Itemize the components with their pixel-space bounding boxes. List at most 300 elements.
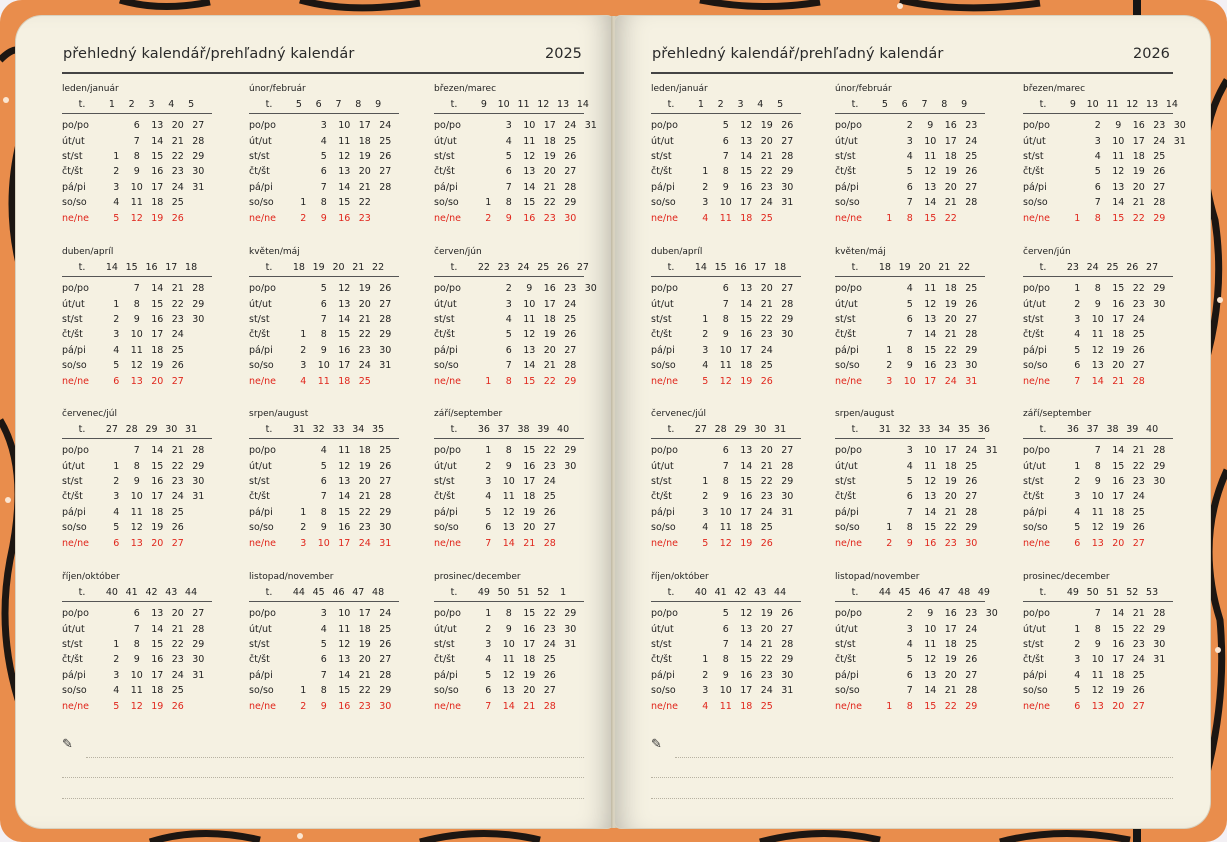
- date-cell: 24: [564, 298, 577, 310]
- date-cell: 2: [702, 491, 709, 503]
- date-cell: 21: [760, 638, 773, 650]
- day-label: po/po: [62, 120, 89, 132]
- date-cell: 29: [965, 700, 978, 712]
- weekday-row: [249, 520, 409, 535]
- date-cell: 4: [505, 135, 512, 147]
- date-cell: 4: [113, 685, 120, 697]
- day-label: po/po: [434, 120, 461, 132]
- day-label: út/ut: [1023, 298, 1046, 310]
- month-name: říjen/október: [651, 572, 709, 582]
- week-number: 6: [901, 98, 908, 110]
- pencil-icon: ✎: [62, 737, 73, 752]
- date-cell: 12: [338, 283, 351, 295]
- day-label: út/ut: [434, 298, 457, 310]
- date-cell: 12: [924, 166, 937, 178]
- week-number: 42: [734, 586, 747, 598]
- weekday-row: [1023, 458, 1183, 473]
- weekday-row: [249, 621, 409, 636]
- weekday-row: [835, 327, 995, 342]
- date-cell: 11: [130, 197, 143, 209]
- date-cell: 2: [702, 669, 709, 681]
- note-line[interactable]: [86, 757, 584, 758]
- date-cell: 10: [338, 608, 351, 620]
- week-number: 32: [312, 423, 325, 435]
- note-line[interactable]: [675, 757, 1173, 758]
- day-label: po/po: [1023, 283, 1050, 295]
- date-cell: 14: [1112, 445, 1125, 457]
- day-label: so/so: [835, 360, 860, 372]
- date-cell: 24: [1132, 491, 1145, 503]
- date-cell: 5: [1074, 685, 1081, 697]
- weekday-row: [835, 343, 995, 358]
- week-number: 44: [878, 586, 891, 598]
- week-label: t.: [265, 586, 273, 598]
- week-number: 1: [697, 98, 704, 110]
- week-label: t.: [78, 98, 86, 110]
- date-cell: 14: [338, 313, 351, 325]
- date-cell: 15: [924, 700, 937, 712]
- date-cell: 9: [505, 460, 512, 472]
- date-cell: 6: [722, 283, 729, 295]
- date-cell: 14: [924, 685, 937, 697]
- weekday-row: [62, 195, 222, 210]
- date-cell: 31: [985, 445, 998, 457]
- date-cell: 4: [702, 360, 709, 372]
- date-cell: 4: [485, 654, 492, 666]
- week-number: 9: [961, 98, 968, 110]
- date-cell: 19: [1112, 344, 1125, 356]
- weekday-row: [1023, 149, 1183, 164]
- date-cell: 15: [1112, 212, 1125, 224]
- day-label: čt/št: [651, 166, 672, 178]
- date-cell: 10: [523, 298, 536, 310]
- week-number: 28: [125, 423, 138, 435]
- date-cell: 26: [379, 638, 392, 650]
- week-divider: [835, 438, 985, 439]
- date-cell: 8: [1094, 283, 1101, 295]
- date-cell: 24: [944, 375, 957, 387]
- week-number: 33: [332, 423, 345, 435]
- date-cell: 27: [1132, 700, 1145, 712]
- date-cell: 13: [924, 669, 937, 681]
- day-label: so/so: [835, 685, 860, 697]
- day-label: út/ut: [651, 135, 674, 147]
- week-number: 24: [517, 261, 530, 273]
- date-cell: 26: [171, 700, 184, 712]
- weekday-row: [434, 520, 594, 535]
- date-cell: 18: [944, 150, 957, 162]
- weekday-row: [835, 443, 998, 458]
- week-number: 43: [165, 586, 178, 598]
- date-cell: 7: [1094, 608, 1101, 620]
- date-cell: 7: [320, 669, 327, 681]
- week-numbers-row: [1023, 97, 1183, 111]
- date-cell: 3: [505, 120, 512, 132]
- day-label: čt/št: [249, 654, 270, 666]
- date-cell: 5: [722, 608, 729, 620]
- day-label: st/st: [1023, 313, 1044, 325]
- date-cell: 14: [523, 181, 536, 193]
- day-label: čt/št: [434, 166, 455, 178]
- day-label: ne/ne: [1023, 537, 1050, 549]
- date-cell: 20: [543, 166, 556, 178]
- week-number: 35: [372, 423, 385, 435]
- date-cell: 1: [702, 654, 709, 666]
- date-cell: 23: [564, 283, 577, 295]
- day-label: so/so: [249, 197, 274, 209]
- week-number: 47: [938, 586, 951, 598]
- day-label: po/po: [62, 445, 89, 457]
- date-cell: 9: [505, 623, 512, 635]
- date-cell: 2: [886, 537, 893, 549]
- date-cell: 23: [1132, 638, 1145, 650]
- date-cell: 28: [192, 445, 205, 457]
- date-cell: 21: [944, 197, 957, 209]
- date-cell: 6: [906, 181, 913, 193]
- date-cell: 31: [379, 537, 392, 549]
- month-block: [651, 572, 811, 714]
- week-label: t.: [450, 98, 458, 110]
- week-divider: [835, 601, 985, 602]
- week-number: 34: [938, 423, 951, 435]
- date-cell: 1: [485, 445, 492, 457]
- day-label: út/ut: [249, 135, 272, 147]
- date-cell: 14: [740, 460, 753, 472]
- date-cell: 8: [722, 166, 729, 178]
- date-cell: 15: [924, 522, 937, 534]
- date-cell: 20: [760, 283, 773, 295]
- week-number: 45: [898, 586, 911, 598]
- date-cell: 17: [944, 135, 957, 147]
- week-number: 15: [714, 261, 727, 273]
- day-label: st/st: [835, 475, 856, 487]
- week-divider: [1023, 276, 1173, 277]
- month-block: [651, 247, 811, 389]
- day-label: čt/št: [1023, 491, 1044, 503]
- date-cell: 15: [740, 475, 753, 487]
- week-number: 40: [105, 586, 118, 598]
- date-cell: 7: [1074, 375, 1081, 387]
- date-cell: 14: [1112, 608, 1125, 620]
- page-right: [615, 16, 1210, 828]
- day-label: pá/pi: [651, 344, 675, 356]
- date-cell: 20: [523, 685, 536, 697]
- week-divider: [249, 113, 399, 114]
- day-label: so/so: [434, 360, 459, 372]
- date-cell: 8: [1094, 460, 1101, 472]
- date-cell: 1: [886, 700, 893, 712]
- weekday-row: [1023, 180, 1183, 195]
- date-cell: 10: [130, 491, 143, 503]
- month-block: [835, 409, 998, 551]
- date-cell: 7: [906, 685, 913, 697]
- date-cell: 26: [379, 150, 392, 162]
- day-label: po/po: [62, 283, 89, 295]
- date-cell: 31: [1153, 654, 1166, 666]
- date-cell: 30: [564, 623, 577, 635]
- week-divider: [434, 438, 584, 439]
- day-label: út/ut: [835, 135, 858, 147]
- weekday-row: [434, 281, 597, 296]
- date-cell: 25: [564, 135, 577, 147]
- date-cell: 29: [965, 522, 978, 534]
- date-cell: 28: [965, 506, 978, 518]
- date-cell: 20: [1112, 700, 1125, 712]
- date-cell: 28: [192, 135, 205, 147]
- note-line[interactable]: [651, 777, 1173, 778]
- date-cell: 29: [781, 313, 794, 325]
- date-cell: 8: [505, 445, 512, 457]
- date-cell: 14: [1091, 375, 1104, 387]
- sunday-row: [651, 210, 811, 225]
- date-cell: 19: [151, 700, 164, 712]
- date-cell: 10: [1091, 654, 1104, 666]
- month-block: [249, 572, 409, 714]
- date-cell: 20: [151, 375, 164, 387]
- date-cell: 27: [1132, 360, 1145, 372]
- note-line[interactable]: [651, 798, 1173, 799]
- date-cell: 23: [543, 460, 556, 472]
- week-number: 48: [958, 586, 971, 598]
- weekday-row: [835, 652, 995, 667]
- date-cell: 18: [740, 522, 753, 534]
- date-cell: 6: [485, 522, 492, 534]
- date-cell: 7: [133, 623, 140, 635]
- date-cell: 15: [1112, 623, 1125, 635]
- date-cell: 15: [523, 608, 536, 620]
- date-cell: 3: [113, 669, 120, 681]
- date-cell: 24: [760, 685, 773, 697]
- day-label: ne/ne: [249, 375, 276, 387]
- date-cell: 13: [1112, 181, 1125, 193]
- date-cell: 1: [300, 506, 307, 518]
- date-cell: 16: [740, 669, 753, 681]
- month-name: březen/marec: [1023, 84, 1086, 94]
- date-cell: 2: [906, 608, 913, 620]
- date-cell: 27: [965, 313, 978, 325]
- date-cell: 21: [760, 150, 773, 162]
- date-cell: 15: [1112, 283, 1125, 295]
- date-cell: 23: [944, 360, 957, 372]
- weekday-row: [434, 637, 594, 652]
- date-cell: 28: [781, 150, 794, 162]
- date-cell: 24: [358, 360, 371, 372]
- date-cell: 13: [1091, 700, 1104, 712]
- date-cell: 24: [965, 623, 978, 635]
- date-cell: 25: [1132, 329, 1145, 341]
- date-cell: 29: [1153, 460, 1166, 472]
- week-number: 39: [537, 423, 550, 435]
- week-label: t.: [851, 98, 859, 110]
- weekday-row: [835, 312, 995, 327]
- week-number: 21: [938, 261, 951, 273]
- day-label: so/so: [434, 197, 459, 209]
- date-cell: 6: [485, 685, 492, 697]
- date-cell: 25: [171, 344, 184, 356]
- weekday-row: [835, 281, 995, 296]
- week-number: 47: [352, 586, 365, 598]
- date-cell: 29: [781, 654, 794, 666]
- date-cell: 3: [300, 537, 307, 549]
- date-cell: 17: [338, 537, 351, 549]
- date-cell: 7: [1094, 445, 1101, 457]
- weekday-row: [651, 458, 811, 473]
- weekday-row: [62, 520, 222, 535]
- date-cell: 16: [924, 360, 937, 372]
- week-number: 14: [105, 261, 118, 273]
- date-cell: 11: [719, 360, 732, 372]
- date-cell: 24: [379, 608, 392, 620]
- week-number: 9: [1069, 98, 1076, 110]
- date-cell: 26: [171, 212, 184, 224]
- weekday-row: [1023, 489, 1183, 504]
- week-numbers-row: [434, 97, 594, 111]
- date-cell: 6: [113, 375, 120, 387]
- date-cell: 24: [760, 506, 773, 518]
- day-label: po/po: [434, 608, 461, 620]
- sunday-row: [434, 535, 594, 550]
- date-cell: 10: [317, 537, 330, 549]
- weekday-row: [434, 118, 597, 133]
- date-cell: 6: [133, 608, 140, 620]
- date-cell: 27: [379, 298, 392, 310]
- day-label: čt/št: [651, 654, 672, 666]
- date-cell: 22: [358, 685, 371, 697]
- date-cell: 23: [358, 522, 371, 534]
- day-label: út/ut: [835, 298, 858, 310]
- week-number: 12: [537, 98, 550, 110]
- date-cell: 20: [1112, 360, 1125, 372]
- date-cell: 11: [924, 460, 937, 472]
- month-name: duben/apríl: [62, 247, 114, 257]
- day-label: po/po: [835, 283, 862, 295]
- week-number: 38: [1106, 423, 1119, 435]
- date-cell: 18: [358, 135, 371, 147]
- date-cell: 12: [130, 522, 143, 534]
- date-cell: 20: [760, 623, 773, 635]
- day-label: pá/pi: [434, 506, 458, 518]
- date-cell: 5: [722, 120, 729, 132]
- week-label: t.: [78, 586, 86, 598]
- date-cell: 10: [719, 506, 732, 518]
- date-cell: 29: [781, 166, 794, 178]
- day-label: pá/pi: [434, 181, 458, 193]
- date-cell: 4: [320, 135, 327, 147]
- week-numbers-row: [1023, 260, 1183, 274]
- date-cell: 10: [924, 445, 937, 457]
- date-cell: 27: [781, 283, 794, 295]
- day-label: st/st: [651, 638, 672, 650]
- date-cell: 23: [760, 329, 773, 341]
- weekday-row: [1023, 358, 1183, 373]
- weekday-row: [651, 343, 811, 358]
- weekday-row: [1023, 312, 1183, 327]
- date-cell: 11: [1112, 150, 1125, 162]
- month-block: [651, 84, 811, 226]
- date-cell: 8: [133, 460, 140, 472]
- weekday-row: [62, 458, 222, 473]
- date-cell: 7: [133, 445, 140, 457]
- week-numbers-row: [249, 260, 409, 274]
- date-cell: 14: [151, 283, 164, 295]
- day-label: pá/pi: [651, 181, 675, 193]
- date-cell: 10: [130, 669, 143, 681]
- date-cell: 19: [358, 638, 371, 650]
- day-label: čt/št: [434, 329, 455, 341]
- week-numbers-row: [1023, 585, 1183, 599]
- date-cell: 30: [379, 344, 392, 356]
- weekday-row: [651, 118, 811, 133]
- date-cell: 27: [781, 445, 794, 457]
- date-cell: 24: [171, 329, 184, 341]
- date-cell: 24: [171, 491, 184, 503]
- date-cell: 10: [317, 360, 330, 372]
- day-label: čt/št: [651, 491, 672, 503]
- weekday-row: [249, 164, 409, 179]
- date-cell: 14: [151, 623, 164, 635]
- month-name: září/september: [434, 409, 503, 419]
- month-name: prosinec/december: [1023, 572, 1110, 582]
- date-cell: 7: [505, 181, 512, 193]
- date-cell: 18: [1112, 329, 1125, 341]
- weekday-row: [62, 149, 222, 164]
- date-cell: 13: [338, 654, 351, 666]
- weekday-row: [434, 489, 594, 504]
- date-cell: 7: [722, 638, 729, 650]
- week-number: 9: [480, 98, 487, 110]
- date-cell: 26: [965, 654, 978, 666]
- date-cell: 5: [702, 537, 709, 549]
- week-number: 40: [694, 586, 707, 598]
- week-number: 33: [918, 423, 931, 435]
- date-cell: 12: [740, 608, 753, 620]
- weekday-row: [434, 312, 594, 327]
- date-cell: 1: [1074, 212, 1081, 224]
- date-cell: 31: [781, 506, 794, 518]
- day-label: pá/pi: [1023, 181, 1047, 193]
- date-cell: 11: [1091, 506, 1104, 518]
- weekday-row: [651, 505, 811, 520]
- date-cell: 18: [1132, 150, 1145, 162]
- day-label: so/so: [62, 197, 87, 209]
- date-cell: 6: [320, 475, 327, 487]
- date-cell: 19: [151, 522, 164, 534]
- date-cell: 25: [1132, 669, 1145, 681]
- date-cell: 2: [505, 283, 512, 295]
- week-number: 45: [312, 586, 325, 598]
- note-line[interactable]: [62, 798, 584, 799]
- date-cell: 16: [523, 623, 536, 635]
- week-number: 2: [128, 98, 135, 110]
- month-name: červen/jún: [434, 247, 482, 257]
- week-label: t.: [265, 261, 273, 273]
- date-cell: 4: [300, 375, 307, 387]
- date-cell: 10: [130, 329, 143, 341]
- day-label: so/so: [1023, 197, 1048, 209]
- week-number: 50: [1086, 586, 1099, 598]
- date-cell: 27: [171, 537, 184, 549]
- week-number: 50: [497, 586, 510, 598]
- date-cell: 1: [485, 197, 492, 209]
- weekday-row: [62, 343, 222, 358]
- date-cell: 26: [564, 329, 577, 341]
- week-number: 49: [477, 586, 490, 598]
- note-line[interactable]: [62, 777, 584, 778]
- date-cell: 27: [1153, 181, 1166, 193]
- weekday-row: [62, 668, 222, 683]
- date-cell: 13: [338, 298, 351, 310]
- sunday-row: [62, 535, 222, 550]
